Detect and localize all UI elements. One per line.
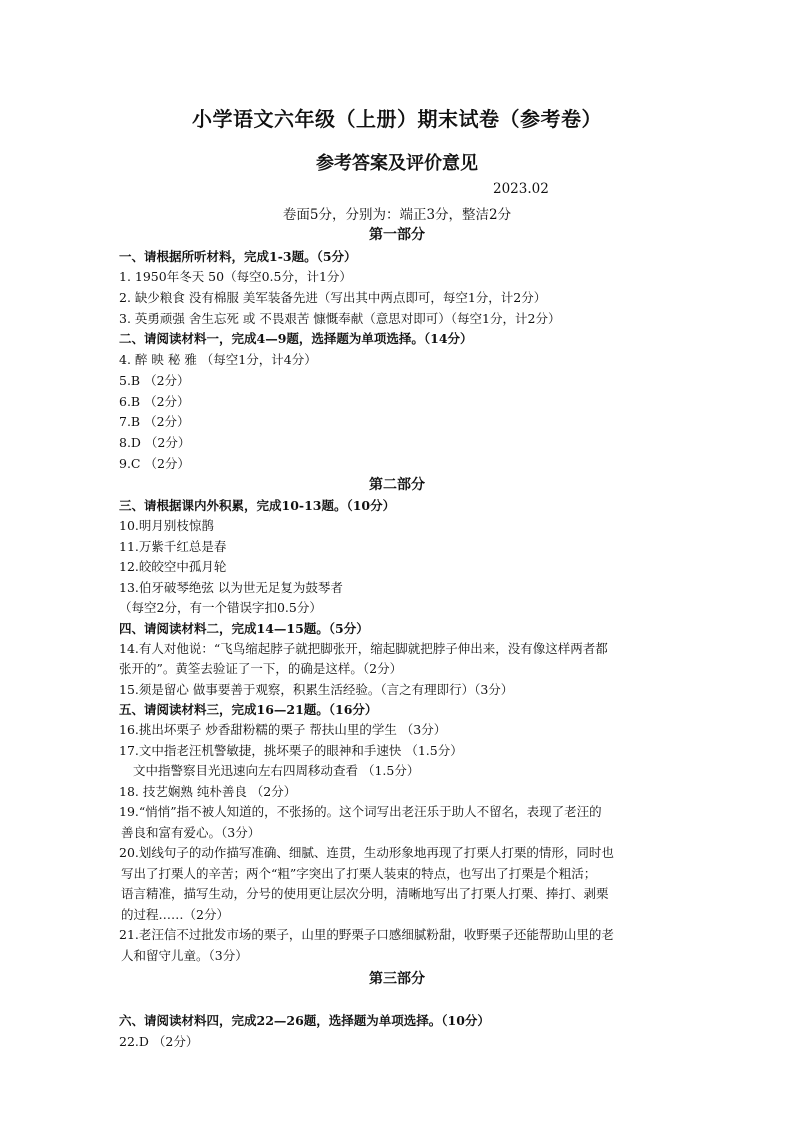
answer-line: 20.划线句子的动作描写准确、细腻、连贯，生动形象地再现了打栗人打栗的情形，同时也 <box>119 845 614 860</box>
answer-line: 6.B （2分） <box>119 394 190 409</box>
answer-line: 张开的”。黄筌去验证了一下，的确是这样。（2分） <box>119 661 403 676</box>
section-heading-1: 一、请根据所听材料，完成1-3题。（5分） <box>119 249 357 264</box>
part-heading-2: 第二部分 <box>369 477 425 493</box>
answer-line: 16.挑出坏栗子 炒香甜粉糯的栗子 帮扶山里的学生 （3分） <box>119 722 447 737</box>
part-heading-3: 第三部分 <box>369 971 425 987</box>
answer-line: 文中指警察目光迅速向左右四周移动查看 （1.5分） <box>133 763 420 778</box>
page-title: 小学语文六年级（上册）期末试卷（参考卷） <box>192 107 602 131</box>
answer-line: 善良和富有爱心。（3分） <box>121 825 261 840</box>
page-subtitle: 参考答案及评价意见 <box>316 153 478 174</box>
answer-line: 22.D （2分） <box>119 1034 199 1049</box>
section-heading-4: 四、请阅读材料二，完成14—15题。（5分） <box>119 621 369 636</box>
answer-line: （每空2分，有一个错误字扣0.5分） <box>119 600 322 615</box>
answer-line: 1. 1950年冬天 50（每空0.5分，计1分） <box>119 269 352 284</box>
answer-line: 10.明月别枝惊鹊 <box>119 518 214 533</box>
answer-line: 12.皎皎空中孤月轮 <box>119 559 227 574</box>
answer-line: 9.C （2分） <box>119 456 190 471</box>
answer-line: 18. 技艺娴熟 纯朴善良 （2分） <box>119 784 297 799</box>
section-heading-6: 六、请阅读材料四，完成22—26题，选择题为单项选择。（10分） <box>119 1013 490 1028</box>
answer-line: 写出了打栗人的辛苦；两个“粗”字突出了打栗人装束的特点，也写出了打栗是个粗活； <box>121 866 597 881</box>
section-heading-2: 二、请阅读材料一，完成4—9题，选择题为单项选择。（14分） <box>119 331 473 346</box>
answer-line: 21.老汪信不过批发市场的栗子，山里的野栗子口感细腻粉甜，收野栗子还能帮助山里的老 <box>119 927 614 942</box>
part-heading-1: 第一部分 <box>369 227 425 243</box>
answer-line: 3. 英勇顽强 舍生忘死 或 不畏艰苦 慷慨奉献（意思对即可）（每空1分，计2分） <box>119 311 561 326</box>
date-label: 2023.02 <box>493 181 549 197</box>
answer-line: 15.须是留心 做事要善于观察，积累生活经验。（言之有理即行）（3分） <box>119 682 514 697</box>
answer-line: 14.有人对他说：“飞鸟缩起脖子就把脚张开，缩起脚就把脖子伸出来，没有像这样两者都 <box>119 641 608 656</box>
answer-line: 人和留守儿童。（3分） <box>121 948 248 963</box>
answer-line: 2. 缺少粮食 没有棉服 美军装备先进（写出其中两点即可，每空1分，计2分） <box>119 290 547 305</box>
section-heading-3: 三、请根据课内外积累，完成10-13题。（10分） <box>119 498 396 513</box>
answer-line: 11.万紫千红总是春 <box>119 539 227 554</box>
answer-line: 4. 醉 映 秘 雅 （每空1分，计4分） <box>119 352 317 367</box>
score-note: 卷面5分，分别为：端正3分，整洁2分 <box>282 207 512 223</box>
answer-line: 19.“悄悄”指不被人知道的，不张扬的。这个词写出老汪乐于助人不留名，表现了老汪的 <box>119 804 602 819</box>
answer-line: 7.B （2分） <box>119 414 190 429</box>
answer-line: 17.文中指老汪机警敏捷，挑坏栗子的眼神和手速快 （1.5分） <box>119 743 463 758</box>
answer-line: 的过程……（2分） <box>121 907 229 922</box>
section-heading-5: 五、请阅读材料三，完成16—21题。（16分） <box>119 702 378 717</box>
answer-line: 8.D （2分） <box>119 435 191 450</box>
answer-line: 13.伯牙破琴绝弦 以为世无足复为鼓琴者 <box>119 580 343 595</box>
answer-line: 语言精准，描写生动，分号的使用更让层次分明，清晰地写出了打栗人打栗、捧打、剥栗 <box>121 886 609 901</box>
answer-line: 5.B （2分） <box>119 373 190 388</box>
